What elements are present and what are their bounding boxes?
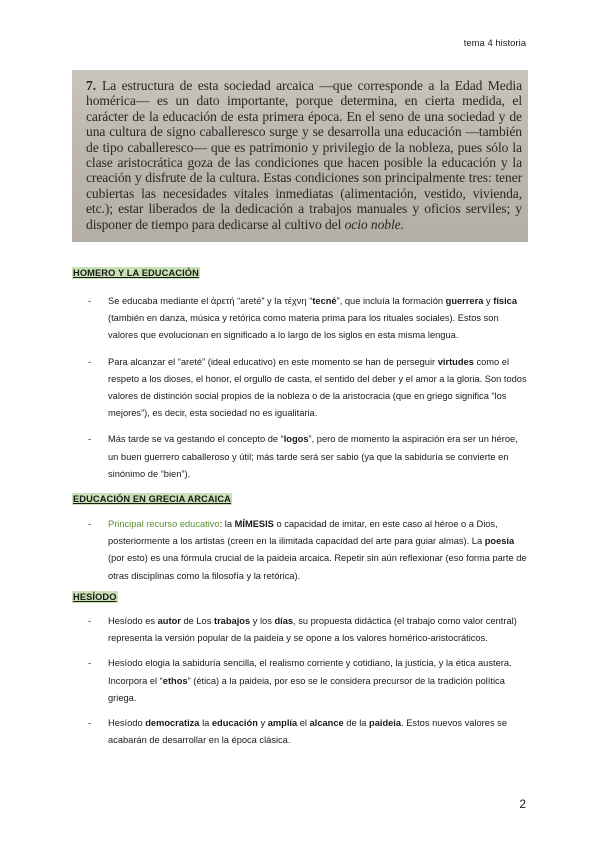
bold-text: días [274,616,294,626]
bullet-dash: - [88,519,92,529]
bold-text: autor [157,616,181,626]
page-number: 2 [519,797,526,811]
list-item [72,655,528,707]
bullet-dash: - [88,616,92,626]
item-text: como el respeto a los dioses, el honor, el orgullo de casta, el sentido del deber y el amor a la gloria. Son todos valores de distinción social propios de la nobleza o de la aristocracia (que en griego significa “los mejores”), es decir, esta sociedad no es igualitaria. [108,356,527,419]
page-header: tema 4 historia [463,38,526,49]
item-text: , su propuesta didáctica (el trabajo como valor central) representa la versión popular de la paideia y se opone a los valores homérico-aristocráticos. [108,616,517,644]
list-item [72,354,528,423]
item-text: Más tarde se va gestando el concepto de “ [108,434,284,445]
bold-text: tecné [312,296,337,306]
bold-text: alcance [309,718,344,729]
bold-text: amplía [267,718,298,729]
item-text: el [297,718,310,729]
list-item [72,516,528,585]
bold-text: poesía [484,536,515,547]
item-text: la [199,718,212,729]
bold-text: logos [283,434,309,445]
item-text: (por esto) es una fórmula crucial de la paideia arcaica. Repetir sin aún reflexionar (eso forma parte de otras disciplinas como la filosofía y la retórica). [108,553,527,581]
item-text: y los [250,616,275,626]
section-hesiodo [72,587,528,749]
bold-text: virtudes [437,356,474,367]
item-text: Se educaba mediante el ἀρετή “areté” y la τέχνη “ [108,296,313,306]
item-text: ”, que incluía la formación [336,296,446,306]
item-text: : la [219,519,235,529]
item-text: ” (ética) a la paideia, por eso se le considera precursor de la tradición política griega. [108,675,505,703]
item-text: y [257,718,268,729]
item-text: Hesíodo [108,718,146,729]
paragraph-number: 7. [86,78,96,93]
bold-text: paideia [369,718,402,729]
bullet-dash: - [88,658,92,669]
bullet-dash: - [88,296,92,306]
list-item [72,715,528,749]
scanned-paragraph [86,78,522,232]
item-text: de Los [180,616,214,626]
bold-text: trabajos [213,616,251,626]
scanned-text: La estructura de esta sociedad arcaica —que corresponde a la Edad Media homérica— es un dato importante, porque determina, en cierta medida, el carácter de la educación de esta primera época. En el seno de una sociedad y de una cultura de signo caballeresco surge y se desarrolla una educación —también de tipo caballeresco— que es patrimonio y privilegio de la nobleza, pues sólo la clase aristocrática goza de las condiciones que hacen posible la educación y la creación y disfrute de la cultura. Estas condiciones son principalmente tres: tener cubiertas las necesidades vitales inmediatas (alimentación, vestido, vivienda, etc.); estar liberados de la dedicación a trabajos manuales y oficios serviles; y disponer de tiempo para dedicarse al cultivo del [86,78,522,232]
item-text: y [483,296,494,306]
item-text: (también en danza, música y retórica como materia prima para los rituales sociales). Estos son valores que evolucionan en significado a lo largo de los siglos en esta misma lengua. [108,313,499,341]
bullet-dash: - [88,718,92,729]
item-text: de la [343,718,370,729]
scanned-italic-text: ocio noble. [344,216,404,232]
section-grecia-arcaica [72,489,528,585]
bold-text: física [493,296,517,306]
bold-text: MÍMESIS [234,519,274,529]
bold-text: ethos [162,675,188,686]
bullet-dash: - [88,434,92,445]
list-item [72,293,528,345]
highlight-text: Principal recurso educativo [108,519,220,529]
list-item [72,431,528,483]
scanned-book-excerpt [72,70,528,242]
item-text: . Estos nuevos valores se acabarán de desarrollar en la época clásica. [108,718,507,746]
bold-text: educación [211,718,258,729]
section-heading: HOMERO Y LA EDUCACIÓN [73,268,199,278]
section-heading: EDUCACIÓN EN GRECIA ARCAICA [73,494,231,504]
bold-text: democratiza [145,718,200,729]
section-homero [72,263,528,483]
list-item [72,613,528,647]
bullet-dash: - [88,356,92,367]
item-text: Hesíodo es [108,616,158,626]
item-text: ”, pero de momento la aspiración era ser un héroe, un buen guerrero caballeroso y útil; más tarde será ser sabio (ya que la sabiduría se convierte en sinónimo de “bien”). [108,434,518,479]
item-text: Hesíodo elogia la sabiduría sencilla, el realismo corriente y cotidiano, la justicia, y la ética austera. Incorpora el “ [108,658,512,686]
bold-text: guerrera [445,296,484,306]
item-text: o capacidad de imitar, en este caso al héroe o a Dios, posteriormente a los artistas (creen en la ilimitada capacidad del arte para guiar almas). La [108,519,498,547]
item-text: Para alcanzar el “areté” (ideal educativo) en este momento se han de perseguir [108,356,438,367]
section-heading: HESÍODO [73,592,117,602]
